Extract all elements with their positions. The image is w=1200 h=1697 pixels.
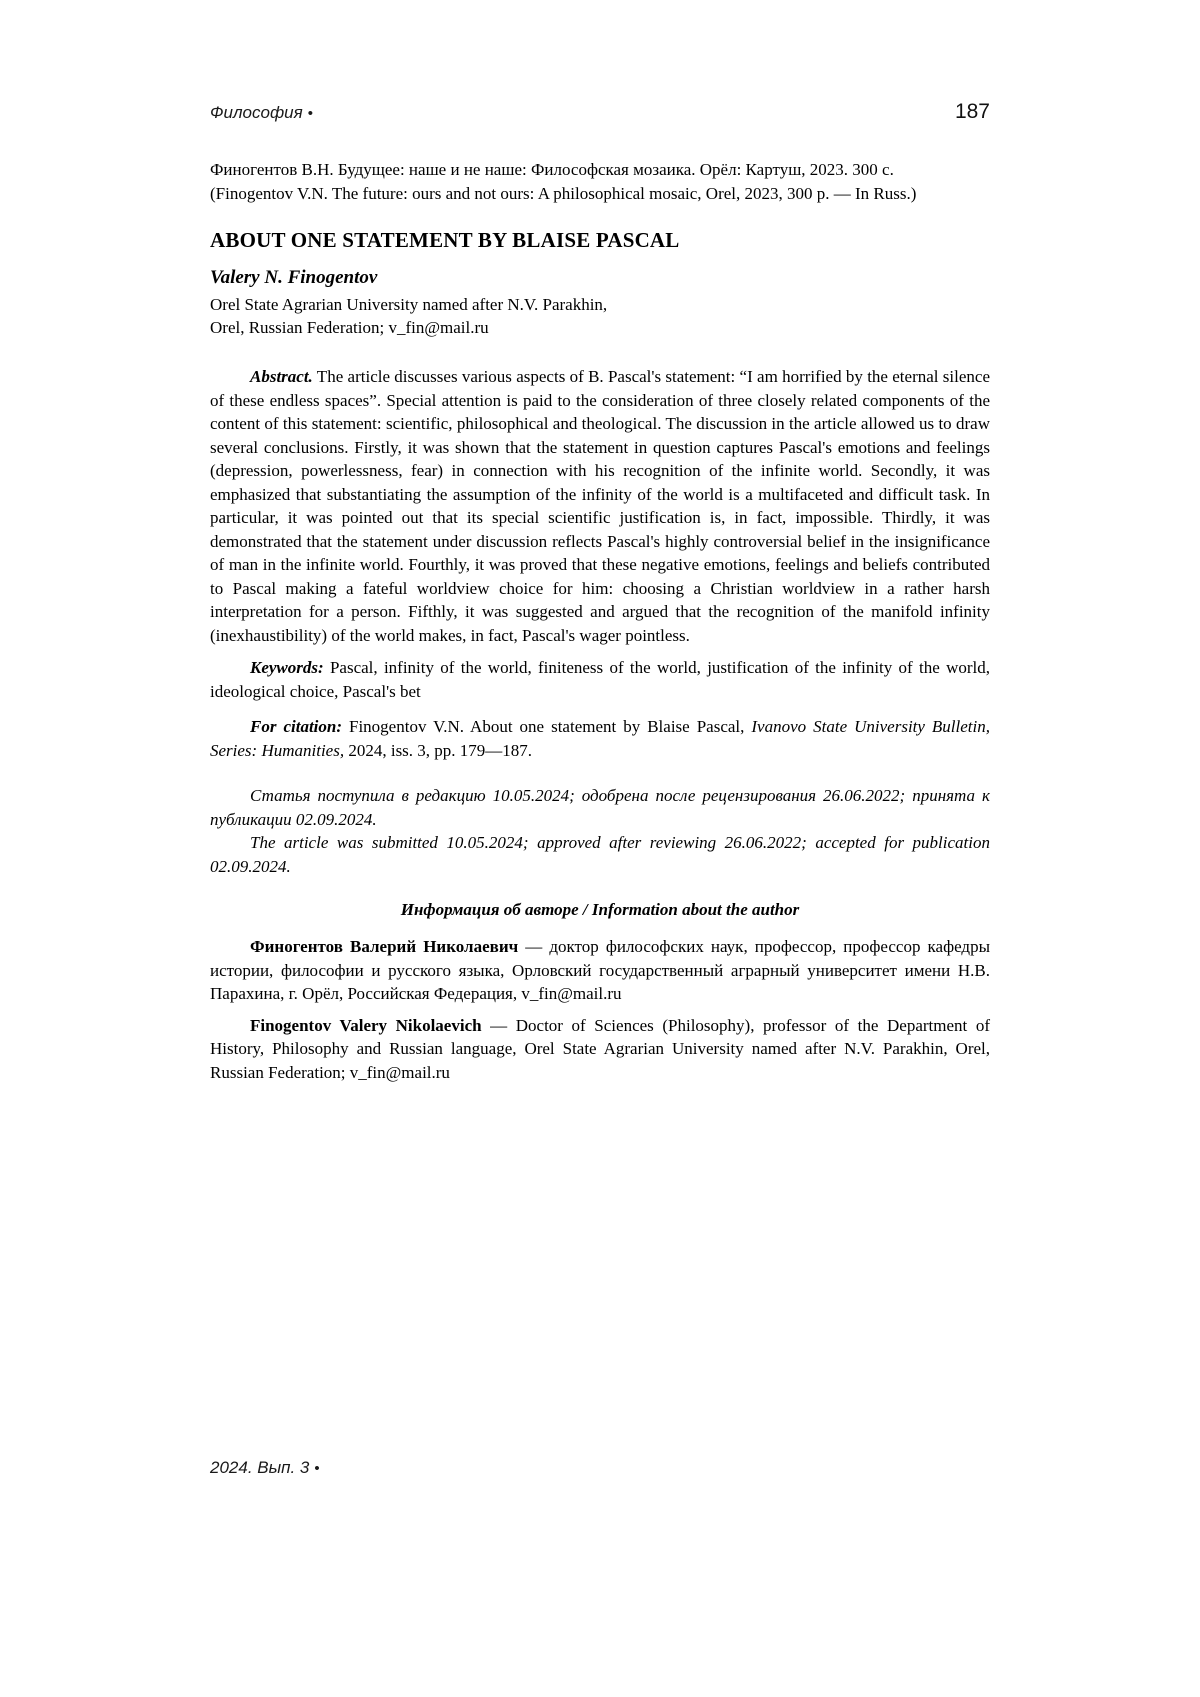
author-info-en-text: — Doctor of Sciences (Philosophy), professor of the Department of History, Philosophy and Russian language, Orel State Agrarian University named after N.V. Parakhin, Orel, Russian Federation; v_fin@mail.ru [210, 1015, 990, 1082]
author-info-ru-name: Финогентов Валерий Николаевич [250, 937, 519, 956]
reference-ru: Финогентов В.Н. Будущее: наше и не наше: Философская мозаика. Орёл: Картуш, 2023. 300 с. [210, 160, 894, 179]
keywords-paragraph [210, 656, 990, 703]
keywords-text: Pascal, infinity of the world, finiteness of the world, justification of the infinity of the world, ideological choice, Pascal's bet [210, 658, 990, 701]
header-bullet-icon: • [307, 105, 313, 122]
submission-dates-ru: Статья поступила в редакцию 10.05.2024; одобрена после рецензирования 26.06.2022; принята к публикации 02.09.2024. [210, 786, 990, 829]
citation-text-after: 2024, iss. 3, pp. 179—187. [344, 740, 533, 760]
article-title: ABOUT ONE STATEMENT BY BLAISE PASCAL [210, 228, 680, 252]
reference-en: (Finogentov V.N. The future: ours and not ours: A philosophical mosaic, Orel, 2023, 300 p. — In Russ.) [210, 183, 917, 203]
citation-text-before: Finogentov V.N. About one statement by Blaise Pascal, [342, 717, 752, 736]
author-info-ru-text: — доктор философских наук, профессор, профессор кафедры истории, философии и русского языка, Орловский государственный аграрный университет имени Н.В. Парахина, г. Орёл, Российская Федерация, v_fin@mail.ru [210, 937, 990, 1003]
affiliation-line-1: Orel State Agrarian University named after N.V. Parakhin, [210, 295, 608, 314]
author-info-ru [210, 935, 990, 1006]
section-name: Философия [210, 103, 303, 122]
running-head-section [210, 103, 313, 123]
submission-dates-en: The article was submitted 10.05.2024; approved after reviewing 26.06.2022; accepted for publication 02.09.2024. [210, 833, 990, 876]
abstract-paragraph [210, 365, 990, 647]
footer-bullet-icon: • [314, 1460, 320, 1477]
page-header [210, 100, 990, 124]
author-info-heading: Информация об авторе / Information about the author [400, 900, 800, 919]
page-number: 187 [954, 100, 990, 123]
affiliation-line-2: Orel, Russian Federation; v_fin@mail.ru [210, 318, 489, 337]
author-name: Valery N. Finogentov [210, 267, 378, 288]
submission-dates-block [210, 784, 990, 878]
abstract-text: The article discusses various aspects of B. Pascal's statement: “I am horrified by the eternal silence of these endless spaces”. Special attention is paid to the consideration of three closely related components of the content of this statement: scientific, philosophical and theological. The discussion in the article allowed us to draw several conclusions. Firstly, it was shown that the statement in question captures Pascal's emotions and feelings (depression, powerlessness, fear) in connection with his recognition of the infinite world. Secondly, it was emphasized that substantiating the assumption of the infinity of the world is a multifaceted and difficult task. In particular, it was pointed out that its special scientific justification is, in fact, impossible. Thirdly, it was demonstrated that the statement under discussion reflects Pascal's highly controversial belief in the insignificance of man in the infinite world. Fourthly, it was proved that these negative emotions, feelings and beliefs contributed to Pascal making a fateful worldview choice for him: choosing a Christian worldview in a rather harsh interpretation for a person. Fifthly, it was suggested and argued that the recognition of the manifold infinity (inexhaustibility) of the world makes, in fact, Pascal's wager pointless. [210, 367, 990, 645]
author-info-en [210, 1014, 990, 1085]
citation-label: For citation: [250, 717, 343, 736]
reference-block [210, 158, 990, 205]
page-footer [210, 1458, 320, 1478]
author-info-en-name: Finogentov Valery Nikolaevich [250, 1015, 482, 1035]
footer-issue: 2024. Вып. 3 [210, 1458, 310, 1477]
keywords-label: Keywords: [250, 658, 324, 677]
citation-source-title: Ivanovo State University Bulletin, Series: Humanities, [210, 717, 990, 760]
citation-paragraph [210, 715, 990, 762]
abstract-label: Abstract. [250, 367, 313, 386]
